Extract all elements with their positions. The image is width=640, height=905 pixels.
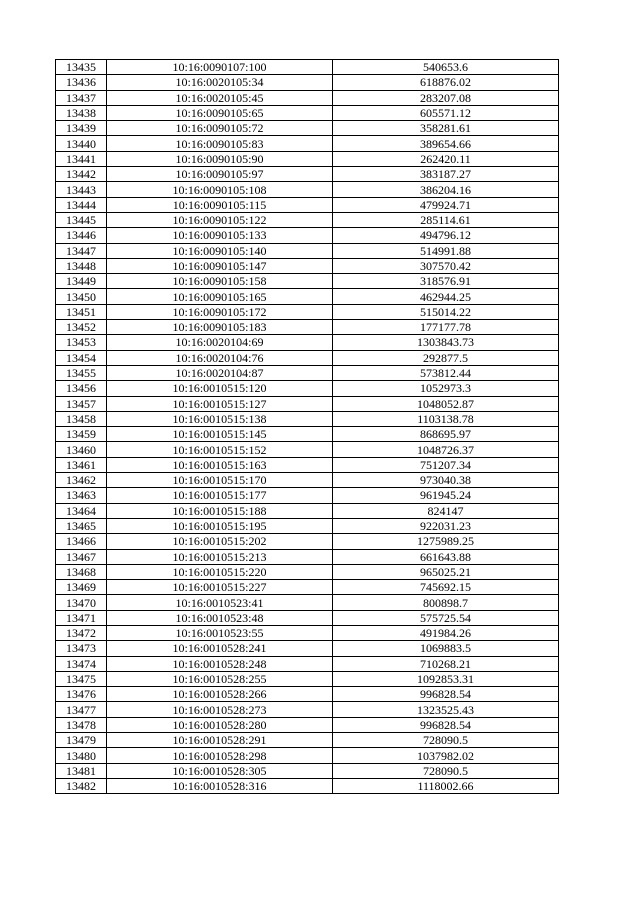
cadastral-number-cell: 10:16:0090105:158 [107,274,333,289]
row-number-cell: 13439 [56,121,107,136]
row-number-cell: 13445 [56,212,107,227]
table-row [56,625,559,640]
row-number-cell: 13437 [56,90,107,105]
value-cell: 383187.27 [333,167,559,182]
row-number-cell: 13463 [56,488,107,503]
row-number-cell: 13477 [56,702,107,717]
table-row [56,687,559,702]
row-number-cell: 13458 [56,411,107,426]
value-cell: 710268.21 [333,656,559,671]
table-row [56,748,559,763]
table-row [56,335,559,350]
table-row [56,457,559,472]
table-row [56,197,559,212]
table-row [56,442,559,457]
table-row [56,595,559,610]
cadastral-number-cell: 10:16:0090105:122 [107,212,333,227]
table-row [56,503,559,518]
row-number-cell: 13435 [56,60,107,75]
table-row [56,473,559,488]
cadastral-number-cell: 10:16:0090105:65 [107,105,333,120]
cadastral-number-cell: 10:16:0010515:127 [107,396,333,411]
table-row [56,778,559,793]
row-number-cell: 13441 [56,151,107,166]
row-number-cell: 13449 [56,274,107,289]
row-number-cell: 13461 [56,457,107,472]
value-cell: 996828.54 [333,687,559,702]
data-table [55,59,559,794]
value-cell: 1037982.02 [333,748,559,763]
value-cell: 728090.5 [333,763,559,778]
table-row [56,90,559,105]
value-cell: 283207.08 [333,90,559,105]
value-cell: 1275989.25 [333,534,559,549]
table-row [56,151,559,166]
value-cell: 1092853.31 [333,671,559,686]
cadastral-number-cell: 10:16:0090105:72 [107,121,333,136]
table-row [56,105,559,120]
row-number-cell: 13451 [56,304,107,319]
cadastral-number-cell: 10:16:0010515:152 [107,442,333,457]
value-cell: 491984.26 [333,625,559,640]
cadastral-number-cell: 10:16:0020104:87 [107,365,333,380]
row-number-cell: 13443 [56,182,107,197]
cadastral-number-cell: 10:16:0010515:170 [107,473,333,488]
cadastral-number-cell: 10:16:0010528:305 [107,763,333,778]
row-number-cell: 13471 [56,610,107,625]
table-row [56,121,559,136]
value-cell: 386204.16 [333,182,559,197]
row-number-cell: 13481 [56,763,107,778]
value-cell: 1048726.37 [333,442,559,457]
row-number-cell: 13455 [56,365,107,380]
table-row [56,350,559,365]
row-number-cell: 13482 [56,778,107,793]
row-number-cell: 13478 [56,717,107,732]
row-number-cell: 13469 [56,580,107,595]
value-cell: 1103138.78 [333,411,559,426]
value-cell: 307570.42 [333,258,559,273]
value-cell: 389654.66 [333,136,559,151]
table-row [56,671,559,686]
value-cell: 996828.54 [333,717,559,732]
row-number-cell: 13459 [56,427,107,442]
value-cell: 177177.78 [333,320,559,335]
value-cell: 262420.11 [333,151,559,166]
cadastral-number-cell: 10:16:0010515:195 [107,518,333,533]
cadastral-number-cell: 10:16:0010515:213 [107,549,333,564]
value-cell: 661643.88 [333,549,559,564]
cadastral-number-cell: 10:16:0010515:145 [107,427,333,442]
table-row [56,167,559,182]
table-row [56,212,559,227]
cadastral-number-cell: 10:16:0010515:220 [107,564,333,579]
table-row [56,534,559,549]
row-number-cell: 13479 [56,733,107,748]
table-row [56,258,559,273]
value-cell: 1052973.3 [333,381,559,396]
table-row [56,411,559,426]
value-cell: 514991.88 [333,243,559,258]
row-number-cell: 13470 [56,595,107,610]
cadastral-number-cell: 10:16:0020104:69 [107,335,333,350]
table-row [56,60,559,75]
row-number-cell: 13438 [56,105,107,120]
cadastral-number-cell: 10:16:0090105:147 [107,258,333,273]
cadastral-number-cell: 10:16:0090105:83 [107,136,333,151]
cadastral-number-cell: 10:16:0010528:241 [107,641,333,656]
value-cell: 605571.12 [333,105,559,120]
cadastral-number-cell: 10:16:0020105:45 [107,90,333,105]
row-number-cell: 13468 [56,564,107,579]
value-cell: 494796.12 [333,228,559,243]
table-row [56,641,559,656]
row-number-cell: 13466 [56,534,107,549]
value-cell: 318576.91 [333,274,559,289]
row-number-cell: 13448 [56,258,107,273]
value-cell: 358281.61 [333,121,559,136]
cadastral-number-cell: 10:16:0010515:227 [107,580,333,595]
value-cell: 575725.54 [333,610,559,625]
cadastral-number-cell: 10:16:0090105:97 [107,167,333,182]
value-cell: 540653.6 [333,60,559,75]
cadastral-number-cell: 10:16:0010515:177 [107,488,333,503]
cadastral-number-cell: 10:16:0010523:48 [107,610,333,625]
table-row [56,320,559,335]
value-cell: 618876.02 [333,75,559,90]
table-row [56,365,559,380]
table-row [56,289,559,304]
table-row [56,549,559,564]
cadastral-number-cell: 10:16:0010515:163 [107,457,333,472]
row-number-cell: 13444 [56,197,107,212]
row-number-cell: 13460 [56,442,107,457]
table-row [56,717,559,732]
value-cell: 745692.15 [333,580,559,595]
table-row [56,396,559,411]
row-number-cell: 13456 [56,381,107,396]
value-cell: 1323525.43 [333,702,559,717]
cadastral-number-cell: 10:16:0010515:138 [107,411,333,426]
row-number-cell: 13454 [56,350,107,365]
cadastral-number-cell: 10:16:0090107:100 [107,60,333,75]
row-number-cell: 13467 [56,549,107,564]
row-number-cell: 13436 [56,75,107,90]
value-cell: 868695.97 [333,427,559,442]
value-cell: 751207.34 [333,457,559,472]
cadastral-number-cell: 10:16:0090105:140 [107,243,333,258]
value-cell: 1069883.5 [333,641,559,656]
value-cell: 285114.61 [333,212,559,227]
value-cell: 728090.5 [333,733,559,748]
row-number-cell: 13453 [56,335,107,350]
table-row [56,488,559,503]
row-number-cell: 13465 [56,518,107,533]
table-row [56,381,559,396]
table-row [56,427,559,442]
table-row [56,304,559,319]
cadastral-number-cell: 10:16:0010528:273 [107,702,333,717]
value-cell: 573812.44 [333,365,559,380]
table-body [56,60,559,794]
value-cell: 462944.25 [333,289,559,304]
cadastral-number-cell: 10:16:0010528:248 [107,656,333,671]
row-number-cell: 13480 [56,748,107,763]
row-number-cell: 13472 [56,625,107,640]
value-cell: 1118002.66 [333,778,559,793]
table-row [56,580,559,595]
row-number-cell: 13447 [56,243,107,258]
value-cell: 1048052.87 [333,396,559,411]
row-number-cell: 13446 [56,228,107,243]
table-row [56,243,559,258]
cadastral-number-cell: 10:16:0010515:202 [107,534,333,549]
value-cell: 292877.5 [333,350,559,365]
value-cell: 922031.23 [333,518,559,533]
row-number-cell: 13457 [56,396,107,411]
value-cell: 824147 [333,503,559,518]
cadastral-number-cell: 10:16:0090105:90 [107,151,333,166]
table-row [56,274,559,289]
value-cell: 1303843.73 [333,335,559,350]
row-number-cell: 13464 [56,503,107,518]
table-row [56,763,559,778]
value-cell: 515014.22 [333,304,559,319]
cadastral-number-cell: 10:16:0090105:172 [107,304,333,319]
cadastral-number-cell: 10:16:0010528:291 [107,733,333,748]
cadastral-number-cell: 10:16:0010515:120 [107,381,333,396]
row-number-cell: 13452 [56,320,107,335]
cadastral-number-cell: 10:16:0010523:55 [107,625,333,640]
row-number-cell: 13450 [56,289,107,304]
table-row [56,733,559,748]
cadastral-number-cell: 10:16:0090105:183 [107,320,333,335]
row-number-cell: 13476 [56,687,107,702]
table-row [56,518,559,533]
value-cell: 961945.24 [333,488,559,503]
row-number-cell: 13442 [56,167,107,182]
table-row [56,610,559,625]
table-row [56,702,559,717]
table-row [56,564,559,579]
table-row [56,75,559,90]
table-row [56,228,559,243]
cadastral-number-cell: 10:16:0020104:76 [107,350,333,365]
row-number-cell: 13474 [56,656,107,671]
cadastral-number-cell: 10:16:0010515:188 [107,503,333,518]
value-cell: 973040.38 [333,473,559,488]
cadastral-number-cell: 10:16:0090105:115 [107,197,333,212]
cadastral-number-cell: 10:16:0090105:108 [107,182,333,197]
value-cell: 479924.71 [333,197,559,212]
row-number-cell: 13440 [56,136,107,151]
table-row [56,656,559,671]
cadastral-number-cell: 10:16:0010528:255 [107,671,333,686]
cadastral-number-cell: 10:16:0010528:266 [107,687,333,702]
cadastral-number-cell: 10:16:0010528:298 [107,748,333,763]
table-row [56,182,559,197]
row-number-cell: 13475 [56,671,107,686]
row-number-cell: 13462 [56,473,107,488]
cadastral-number-cell: 10:16:0010528:280 [107,717,333,732]
value-cell: 800898.7 [333,595,559,610]
cadastral-number-cell: 10:16:0090105:165 [107,289,333,304]
cadastral-number-cell: 10:16:0090105:133 [107,228,333,243]
cadastral-number-cell: 10:16:0010528:316 [107,778,333,793]
value-cell: 965025.21 [333,564,559,579]
row-number-cell: 13473 [56,641,107,656]
cadastral-number-cell: 10:16:0010523:41 [107,595,333,610]
cadastral-number-cell: 10:16:0020105:34 [107,75,333,90]
table-row [56,136,559,151]
